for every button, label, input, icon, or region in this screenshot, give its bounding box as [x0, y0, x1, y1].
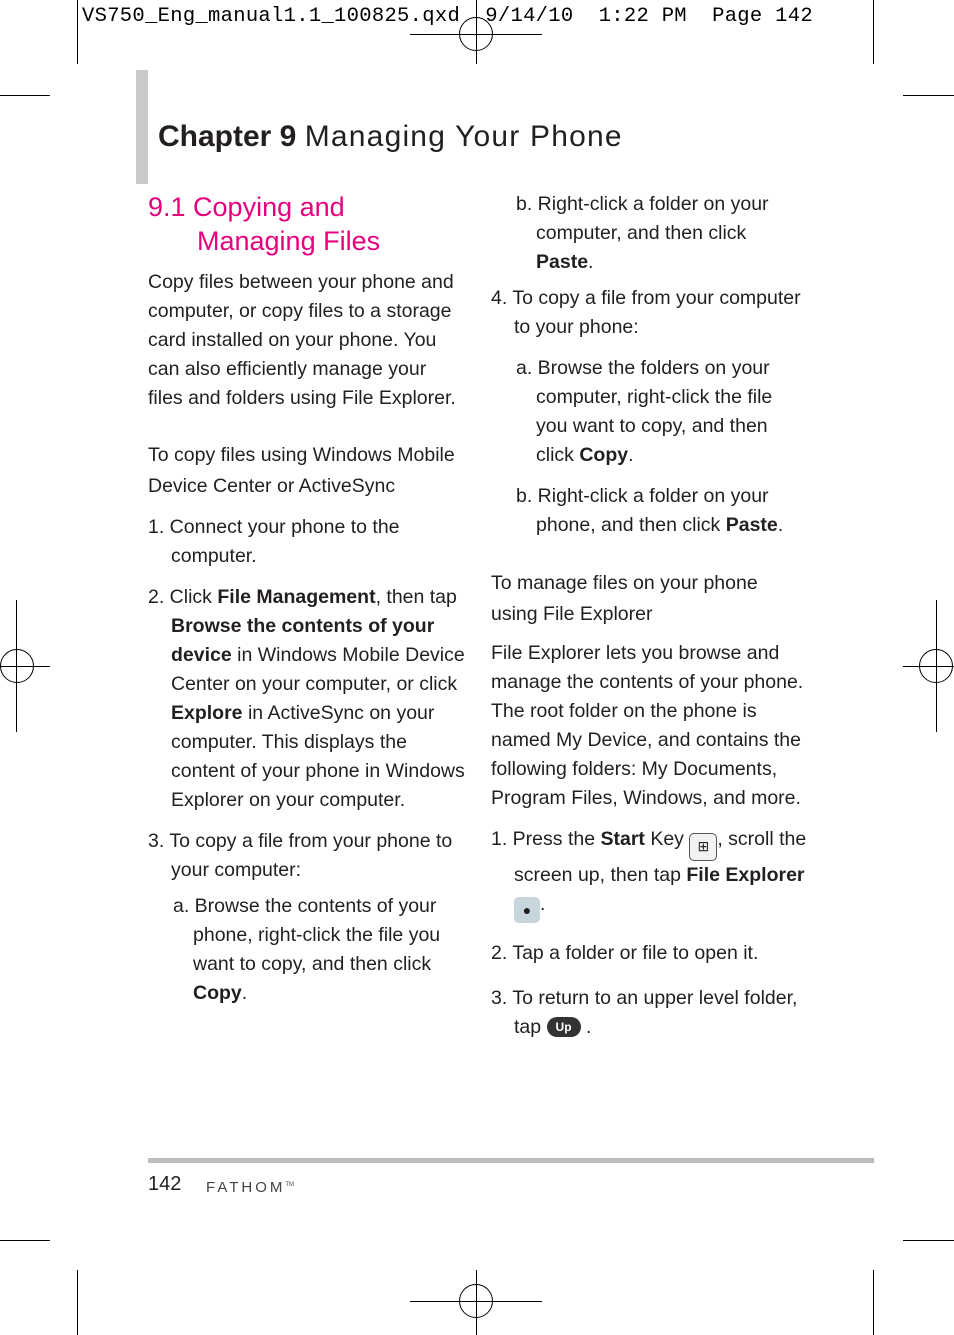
step-4a-end: . — [628, 444, 634, 466]
paste-label: Paste — [725, 514, 778, 536]
step-3a-text: a. Browse the contents of your phone, right-click the file you want to copy, and then click — [173, 895, 441, 975]
section-title — [148, 190, 380, 258]
crop-mark — [873, 0, 874, 64]
manage-step-3-text: 3. To return to an upper level folder, tap — [491, 987, 798, 1038]
brand-name: FATHOM — [206, 1179, 286, 1196]
trademark: TM — [285, 1182, 295, 1188]
step-4: 4. To copy a file from your computer to your phone: — [491, 287, 801, 338]
crop-mark — [903, 95, 954, 96]
file-explorer-intro: File Explorer lets you browse and manage the contents of your phone. The root folder on the phone is named My Device, and contains the following folders: My Documents, Program Files, Windows, and more. — [491, 642, 804, 809]
chapter-title — [158, 120, 623, 154]
file-explorer-label: File Explorer — [686, 864, 805, 886]
step-3b-text: b. Right-click a folder on your computer, and then click — [516, 193, 769, 244]
manage-step-3 — [491, 984, 809, 1042]
step-2-text: , then tap — [375, 586, 457, 608]
file-management-label: File Management — [217, 586, 376, 608]
step-4b — [514, 482, 809, 540]
crop-mark — [77, 0, 78, 64]
step-3b-end: . — [588, 251, 594, 273]
chapter-name: Managing Your Phone — [304, 120, 623, 153]
intro-paragraph: Copy files between your phone and computer, or copy files to a storage card installed on your phone. You can also efficiently manage your files and folders using File Explorer. — [148, 271, 456, 409]
section-title-line1: 9.1 Copying and — [148, 192, 345, 222]
crop-mark — [903, 1240, 954, 1241]
up-button[interactable]: Up — [547, 1017, 581, 1037]
start-key-icon: ⊞ — [689, 833, 717, 861]
step-4a — [514, 354, 809, 470]
step-4b-text: b. Right-click a folder on your phone, and then click — [516, 485, 769, 536]
registration-circle — [459, 1284, 493, 1318]
manage-step-1 — [491, 825, 809, 923]
section-title-line2: Managing Files — [197, 226, 381, 256]
chapter-number: Chapter 9 — [158, 120, 297, 153]
page-number: 142 — [148, 1173, 182, 1195]
step-3: 3. To copy a file from your phone to your computer: — [148, 830, 453, 881]
explore-label: Explore — [171, 702, 243, 724]
step-3a — [171, 892, 466, 1008]
copy-label: Copy — [579, 444, 629, 466]
step-3b — [514, 190, 809, 277]
registration-circle — [919, 649, 953, 683]
right-column — [491, 190, 809, 1042]
step-4b-end: . — [777, 514, 784, 536]
file-explorer-icon: ● — [514, 897, 540, 923]
step-2-text: in ActiveSync on your computer. This displays the content of your phone in Windows Explorer on your computer. — [171, 702, 465, 811]
chapter-bar — [136, 70, 148, 184]
left-column — [148, 268, 466, 1008]
crop-mark — [77, 1270, 78, 1335]
start-label: Start — [600, 828, 645, 850]
manage-step-1-text: 1. Press the — [491, 828, 601, 850]
subheading-file-explorer: To manage files on your phone using File Explorer — [491, 572, 758, 625]
print-slug: VS750_Eng_manual1.1_100825.qxd 9/14/10 1:22 PM Page 142 — [82, 5, 813, 28]
copy-label: Copy — [193, 982, 242, 1004]
step-4a-text: a. Browse the folders on your computer, right-click the file you want to copy, and then click — [516, 357, 773, 466]
subheading-copy-files: To copy files using Windows Mobile Device Center or ActiveSync — [148, 444, 455, 497]
step-3a-end: . — [241, 982, 248, 1004]
registration-circle — [0, 649, 34, 683]
browse-contents-label: Browse the contents of your device — [171, 615, 435, 666]
manage-step-2: 2. Tap a folder or file to open it. — [491, 942, 759, 964]
manage-step-1-text: Key — [644, 828, 690, 850]
footer-rule — [148, 1158, 874, 1163]
step-2 — [148, 583, 466, 815]
step-2-text: in Windows Mobile Device Center on your computer, or click — [171, 644, 465, 695]
paste-label: Paste — [536, 251, 589, 273]
crop-mark — [0, 95, 50, 96]
brand-logo — [206, 1179, 294, 1196]
step-2-text: 2. Click — [148, 586, 218, 608]
crop-mark — [873, 1270, 874, 1335]
manage-step-3-end: . — [585, 1016, 592, 1038]
crop-mark — [0, 1240, 50, 1241]
manage-step-1-text: , scroll the screen up, then tap — [514, 828, 807, 886]
step-1: 1. Connect your phone to the computer. — [148, 516, 400, 567]
manage-step-1-end: . — [540, 893, 546, 915]
